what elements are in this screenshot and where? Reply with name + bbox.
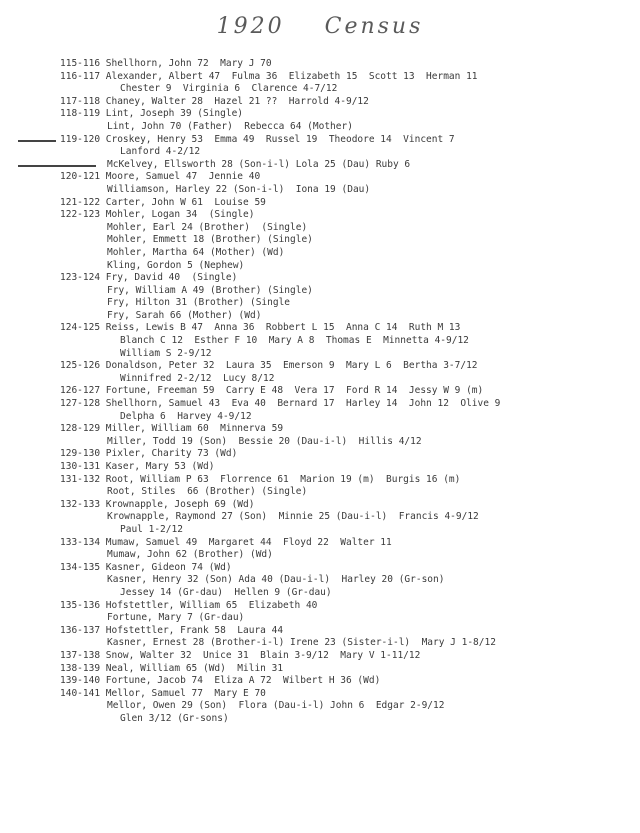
census-line-text: Miller, Todd 19 (Son) Bessie 20 (Dau-i-l) Hillis 4/12: [107, 435, 422, 447]
census-line: [0, 146, 640, 159]
census-line-text: 134-135 Kasner, Gideon 74 (Wd): [60, 561, 232, 573]
census-line-text: Mohler, Martha 64 (Mother) (Wd): [107, 246, 285, 258]
census-line-text: Paul 1-2/12: [120, 523, 183, 535]
census-line-text: William S 2-9/12: [120, 347, 212, 359]
census-line: [0, 197, 640, 210]
census-line: [0, 297, 640, 310]
census-line-text: 138-139 Neal, William 65 (Wd) Milin 31: [60, 662, 284, 674]
census-line-text: 118-119 Lint, Joseph 39 (Single): [60, 108, 244, 120]
census-line: [0, 713, 640, 726]
census-line-text: Lint, John 70 (Father) Rebecca 64 (Mother): [107, 120, 353, 132]
census-line-text: 126-127 Fortune, Freeman 59 Carry E 48 Vera 17 Ford R 14 Jessy W 9 (m): [60, 385, 484, 397]
census-line-text: Fry, William A 49 (Brother) (Single): [107, 284, 313, 296]
census-line-text: 121-122 Carter, John W 61 Louise 59: [60, 196, 266, 208]
census-line: [0, 159, 640, 172]
census-line-text: 137-138 Snow, Walter 32 Unice 31 Blain 3-9/12 Mary V 1-11/12: [60, 649, 421, 661]
census-line-text: Mellor, Owen 29 (Son) Flora (Dau-i-l) John 6 Edgar 2-9/12: [107, 700, 445, 712]
census-line: [0, 222, 640, 235]
census-line: [0, 360, 640, 373]
census-line-text: 135-136 Hofstettler, William 65 Elizabeth 40: [60, 599, 318, 611]
census-line-text: Fry, Sarah 66 (Mother) (Wd): [107, 309, 262, 321]
census-line: [0, 499, 640, 512]
census-line-text: 116-117 Alexander, Albert 47 Fulma 36 Elizabeth 15 Scott 13 Herman 11: [60, 70, 478, 82]
census-listing: [0, 58, 640, 725]
census-line-text: Kasner, Ernest 28 (Brother-i-l) Irene 23 (Sister-i-l) Mary J 1-8/12: [107, 637, 496, 649]
census-line-text: 131-132 Root, William P 63 Florrence 61 Marion 19 (m) Burgis 16 (m): [60, 473, 461, 485]
census-line-text: Blanch C 12 Esther F 10 Mary A 8 Thomas E Minnetta 4-9/12: [120, 335, 469, 347]
census-line-text: 130-131 Kaser, Mary 53 (Wd): [60, 461, 215, 472]
census-line-text: Chester 9 Virginia 6 Clarence 4-7/12: [120, 83, 338, 95]
census-line-text: 115-116 Shellhorn, John 72 Mary J 70: [60, 58, 272, 69]
census-line-text: 136-137 Hofstettler, Frank 58 Laura 44: [60, 624, 284, 636]
census-line-text: 125-126 Donaldson, Peter 32 Laura 35 Emerson 9 Mary L 6 Bertha 3-7/12: [60, 360, 478, 372]
census-line-text: 139-140 Fortune, Jacob 74 Eliza A 72 Wilbert H 36 (Wd): [60, 675, 381, 687]
census-line: [0, 184, 640, 197]
census-line: [0, 600, 640, 613]
census-line-text: Winnifred 2-2/12 Lucy 8/12: [120, 372, 275, 384]
census-line: [0, 71, 640, 84]
census-line: [0, 688, 640, 701]
census-line-text: Fry, Hilton 31 (Brother) (Single: [107, 297, 291, 309]
census-line-text: Glen 3/12 (Gr-sons): [120, 712, 229, 724]
census-line-text: Fortune, Mary 7 (Gr-dau): [107, 612, 245, 624]
census-line: [0, 310, 640, 323]
census-line: [0, 700, 640, 713]
census-line: [0, 83, 640, 96]
census-line: [0, 486, 640, 499]
census-line-text: 123-124 Fry, David 40 (Single): [60, 272, 238, 284]
census-line: [0, 423, 640, 436]
census-line: [0, 448, 640, 461]
census-line-text: 122-123 Mohler, Logan 34 (Single): [60, 209, 255, 221]
census-line: [0, 574, 640, 587]
census-line: [0, 234, 640, 247]
census-line: [0, 587, 640, 600]
census-line: [0, 209, 640, 222]
census-line-text: Mohler, Earl 24 (Brother) (Single): [107, 221, 308, 233]
census-line: [0, 474, 640, 487]
census-line: [0, 436, 640, 449]
census-line: [0, 398, 640, 411]
census-line-text: 117-118 Chaney, Walter 28 Hazel 21 ?? Harrold 4-9/12: [60, 95, 369, 107]
hand-drawn-arrow-mark: [18, 165, 96, 167]
census-line-text: 140-141 Mellor, Samuel 77 Mary E 70: [60, 687, 266, 699]
census-line: [0, 134, 640, 147]
census-line-text: Delpha 6 Harvey 4-9/12: [120, 410, 252, 422]
census-line: [0, 121, 640, 134]
census-line-text: Mohler, Emmett 18 (Brother) (Single): [107, 234, 313, 246]
census-line: [0, 524, 640, 537]
census-line-text: Root, Stiles 66 (Brother) (Single): [107, 486, 308, 498]
census-line-text: 132-133 Krownapple, Joseph 69 (Wd): [60, 498, 255, 510]
census-line: [0, 549, 640, 562]
census-line-text: Williamson, Harley 22 (Son-i-l) Iona 19 (Dau): [107, 183, 371, 195]
census-line: [0, 385, 640, 398]
census-line-text: 128-129 Miller, William 60 Minnerva 59: [60, 423, 284, 435]
census-line: [0, 322, 640, 335]
census-line: [0, 171, 640, 184]
census-line: [0, 285, 640, 298]
census-line-text: 133-134 Mumaw, Samuel 49 Margaret 44 Floyd 22 Walter 11: [60, 536, 392, 548]
census-line: [0, 663, 640, 676]
census-line-text: 124-125 Reiss, Lewis B 47 Anna 36 Robbert L 15 Anna C 14 Ruth M 13: [60, 322, 461, 334]
census-line: [0, 272, 640, 285]
census-line-text: Jessey 14 (Gr-dau) Hellen 9 (Gr-dau): [120, 586, 332, 598]
census-line-text: 119-120 Croskey, Henry 53 Emma 49 Russel 19 Theodore 14 Vincent 7: [60, 133, 455, 145]
census-line-text: 120-121 Moore, Samuel 47 Jennie 40: [60, 171, 261, 183]
census-line-text: Kling, Gordon 5 (Nephew): [107, 259, 245, 271]
census-line: [0, 537, 640, 550]
census-line: [0, 348, 640, 361]
title-word: Census: [324, 14, 424, 39]
census-line: [0, 247, 640, 260]
census-line: [0, 373, 640, 386]
title-year: 1920: [216, 14, 285, 39]
census-line: [0, 637, 640, 650]
census-line: [0, 96, 640, 109]
census-line: [0, 58, 640, 71]
census-line: [0, 625, 640, 638]
census-line: [0, 650, 640, 663]
census-line-text: Krownapple, Raymond 27 (Son) Minnie 25 (Dau-i-l) Francis 4-9/12: [107, 511, 479, 523]
census-line-text: Kasner, Henry 32 (Son) Ada 40 (Dau-i-l) Harley 20 (Gr-son): [107, 574, 445, 586]
census-line-text: Lanford 4-2/12: [120, 146, 201, 158]
census-line-text: McKelvey, Ellsworth 28 (Son-i-l) Lola 25 (Dau) Ruby 6: [107, 158, 411, 170]
census-line: [0, 612, 640, 625]
census-line: [0, 511, 640, 524]
census-line: [0, 411, 640, 424]
census-line: [0, 675, 640, 688]
census-line: [0, 260, 640, 273]
census-line-text: Mumaw, John 62 (Brother) (Wd): [107, 549, 273, 561]
census-line-text: 127-128 Shellhorn, Samuel 43 Eva 40 Bernard 17 Harley 14 John 12 Olive 9: [60, 398, 501, 410]
census-line: [0, 461, 640, 474]
census-line-text: 129-130 Pixler, Charity 73 (Wd): [60, 448, 238, 460]
census-line: [0, 108, 640, 121]
page-title: [0, 14, 640, 39]
hand-drawn-arrow-mark: [18, 140, 56, 142]
census-line: [0, 562, 640, 575]
census-line: [0, 335, 640, 348]
